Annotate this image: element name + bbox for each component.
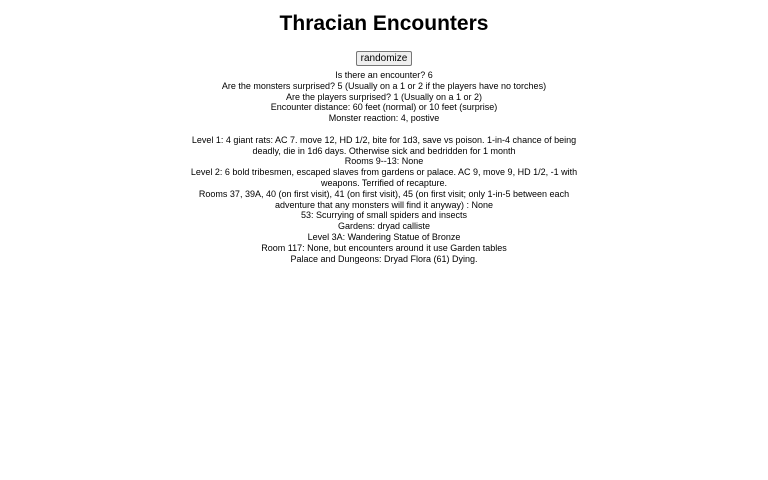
encounter-level-1: Level 1: 4 giant rats: AC 7. move 12, HD 1/2, bite for 1d3, save vs poison. 1-in-4 chance of being deadly, die in 1d6 days. Otherwise sick and bedridden for 1 month: [191, 134, 577, 156]
encounter-rooms-37-45: Rooms 37, 39A, 40 (on first visit), 41 (on first visit), 45 (on first visit; only 1-in-5 between each adventure that any monsters will find it anyway) : None: [198, 188, 570, 210]
encounter-list: [186, 135, 582, 265]
encounter-check-result: Is there an encounter? 6: [335, 70, 433, 80]
encounter-checks: [0, 70, 768, 124]
monsters-surprised-result: Are the monsters surprised? 5 (Usually on a 1 or 2 if the players have no torches): [221, 80, 547, 91]
encounter-room-117: Room 117: None, but encounters around it use Garden tables: [261, 242, 507, 253]
spacer: [0, 124, 768, 135]
encounter-gardens: Gardens: dryad calliste: [337, 221, 431, 232]
encounter-level-3a: Level 3A: Wandering Statue of Bronze: [307, 231, 461, 242]
players-surprised-result: Are the players surprised? 1 (Usually on a 1 or 2): [285, 91, 483, 102]
results: [0, 70, 768, 264]
page-title: Thracian Encounters: [279, 12, 489, 35]
encounter-distance: Encounter distance: 60 feet (normal) or 10 feet (surprise): [270, 102, 498, 113]
toolbar: [0, 48, 768, 64]
encounter-level-2: Level 2: 6 bold tribesmen, escaped slaves from gardens or palace. AC 9, move 9, HD 1/2, -1 with weapons. Terrified of recapture.: [190, 167, 578, 188]
encounter-room-53: 53: Scurrying of small spiders and insects: [300, 210, 468, 221]
monster-reaction: Monster reaction: 4, postive: [328, 113, 440, 124]
encounter-palace-dungeons: Palace and Dungeons: Dryad Flora (61) Dying.: [290, 253, 478, 264]
encounter-rooms-9-13: Rooms 9--13: None: [344, 156, 424, 167]
randomize-button[interactable]: randomize: [356, 51, 413, 66]
